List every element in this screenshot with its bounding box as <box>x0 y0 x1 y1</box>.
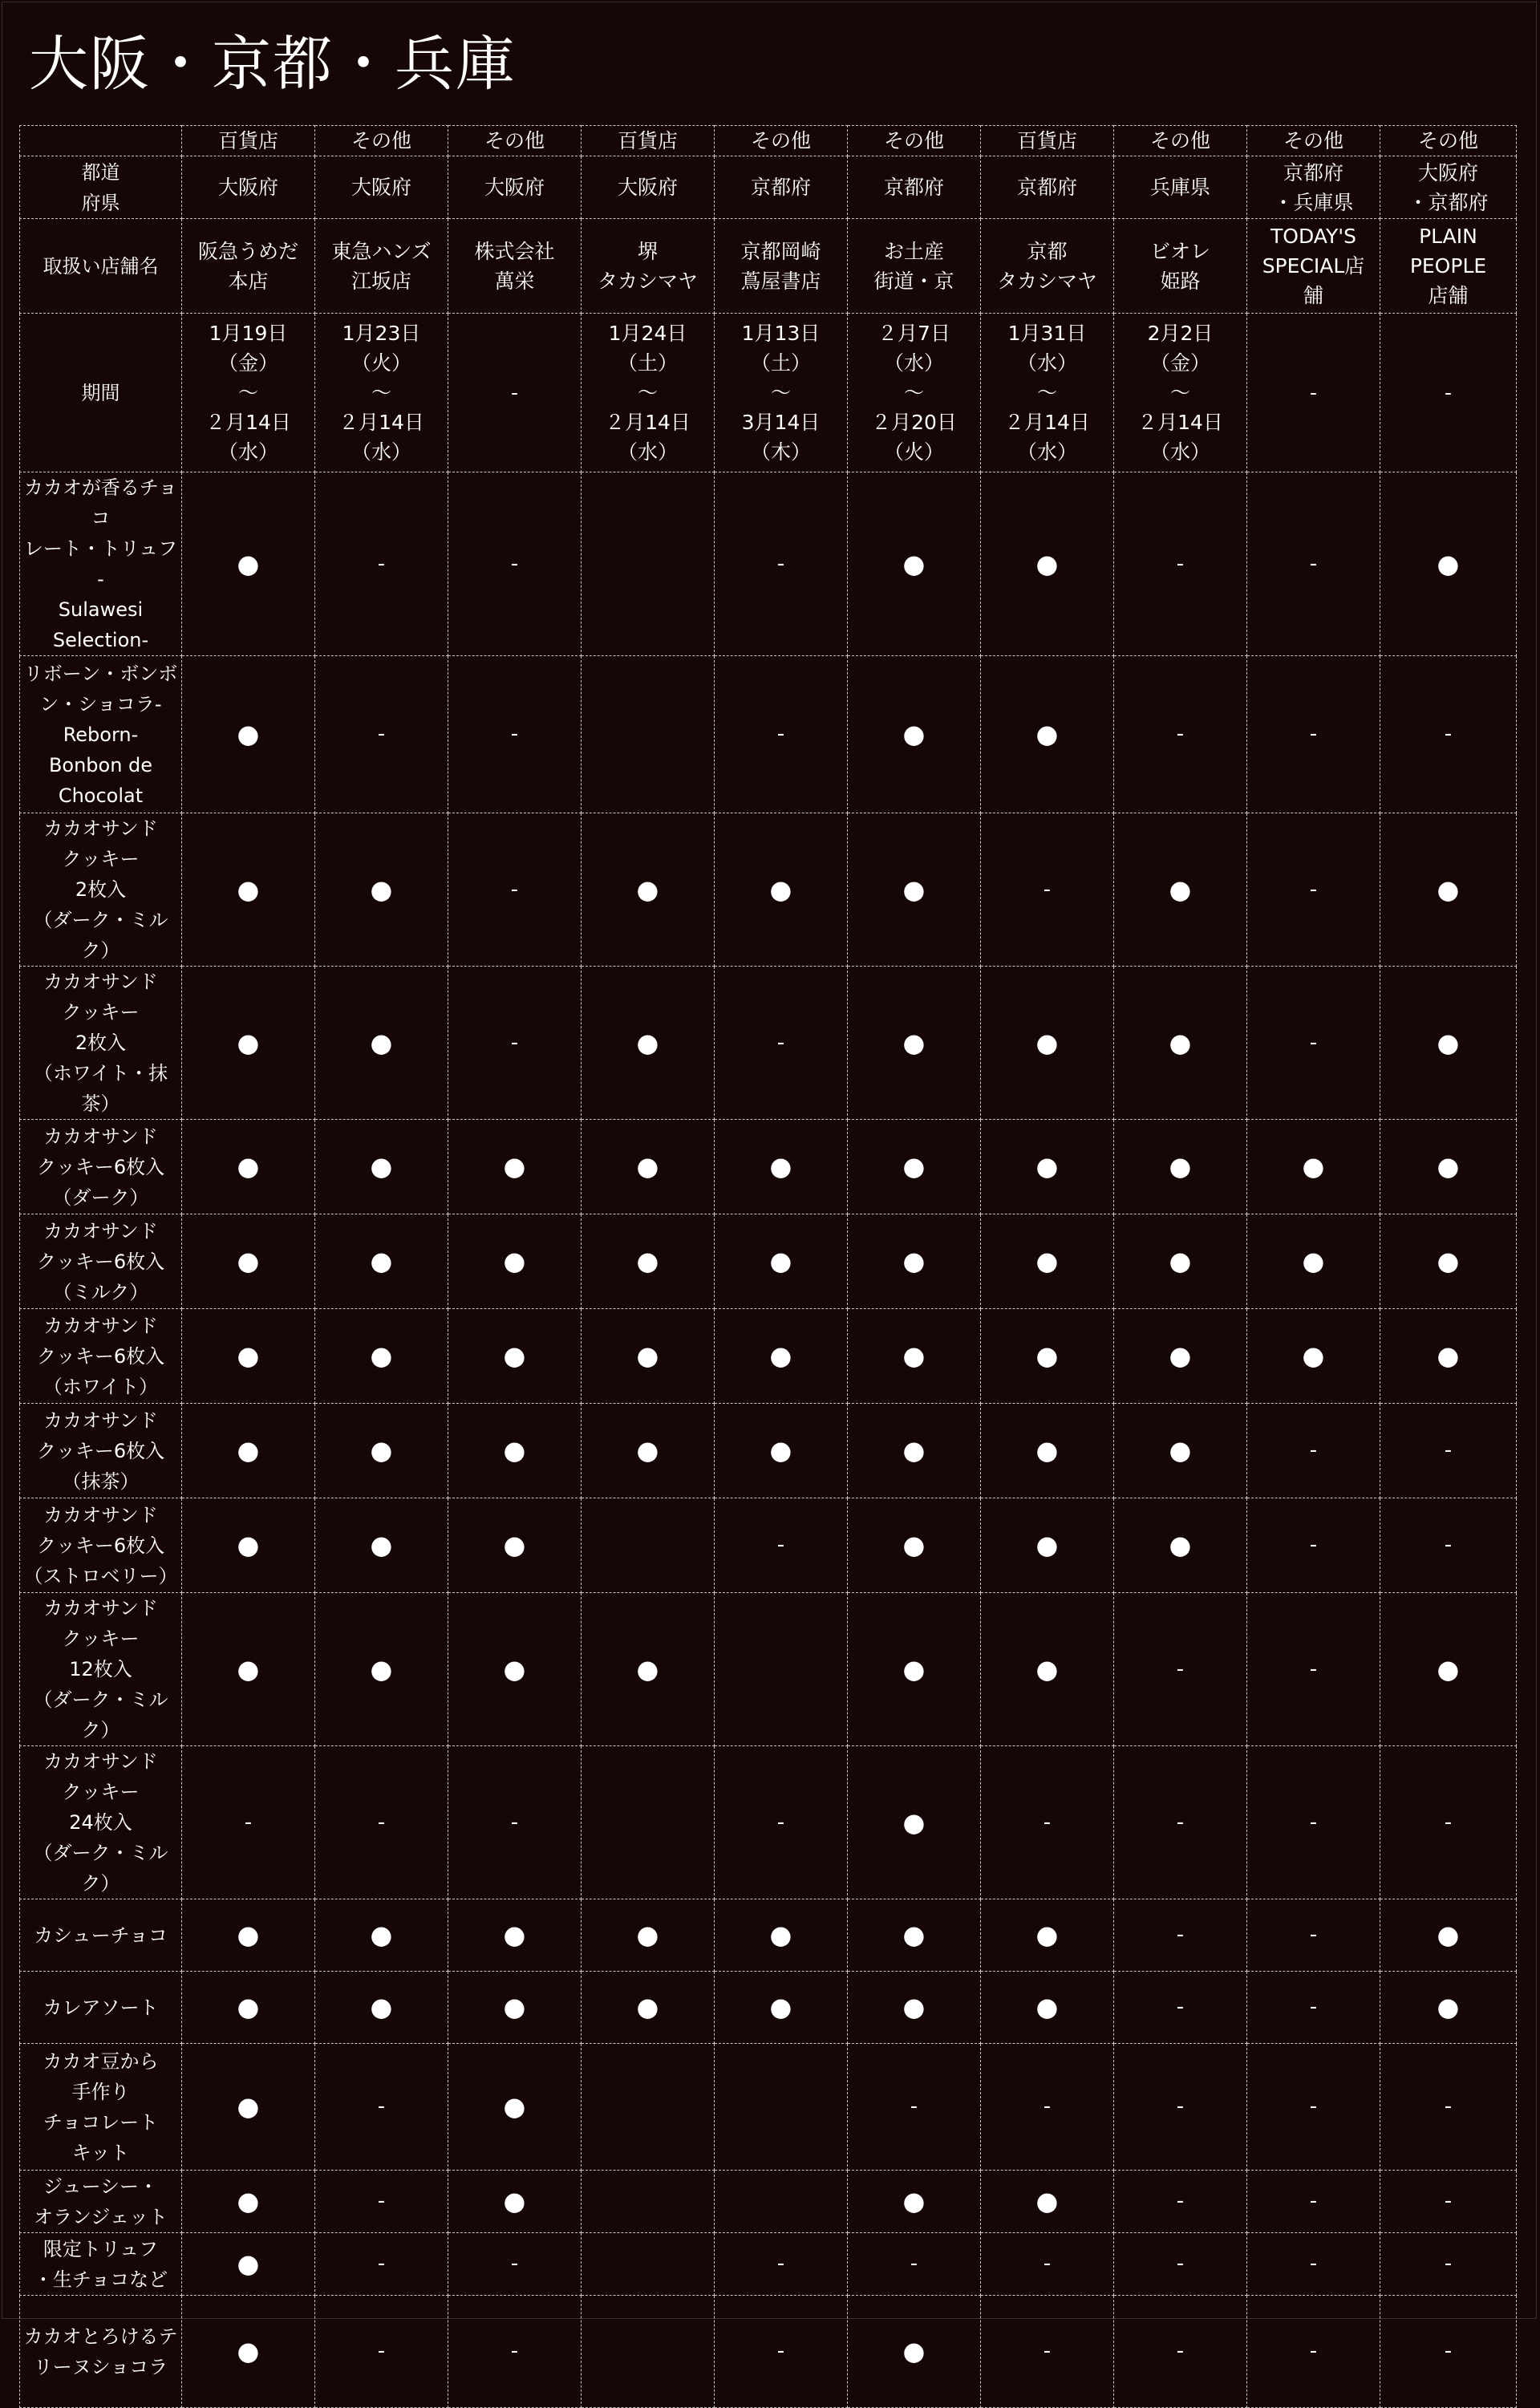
available-dot-icon: ● <box>848 813 981 967</box>
store-name-cell: 東急ハンズ 江坂店 <box>315 219 448 314</box>
available-dot-icon: ● <box>981 2171 1114 2233</box>
available-dot-icon: ● <box>182 1120 315 1214</box>
empty-cell <box>582 1746 715 1899</box>
available-dot-icon: ● <box>448 1214 582 1309</box>
available-dot-icon: ● <box>1247 1120 1380 1214</box>
available-dot-icon: ● <box>182 472 315 656</box>
empty-cell <box>715 1593 848 1746</box>
available-dot-icon: ● <box>848 1593 981 1746</box>
product-row <box>20 2171 1517 2233</box>
available-dot-icon: ● <box>182 1404 315 1498</box>
product-name: カレアソート <box>20 1972 182 2044</box>
product-row <box>20 1309 1517 1404</box>
unavailable-dash: - <box>1114 2044 1247 2171</box>
available-dot-icon: ● <box>582 813 715 967</box>
available-dot-icon: ● <box>981 472 1114 656</box>
product-row <box>20 1404 1517 1498</box>
store-name-cell: お土産 街道・京 <box>848 219 981 314</box>
product-row <box>20 967 1517 1120</box>
store-name-cell: 堺 タカシマヤ <box>582 219 715 314</box>
unavailable-dash: - <box>1247 1404 1380 1498</box>
period-cell: 1月31日 （水） ～ ２月14日 （水） <box>981 314 1114 472</box>
unavailable-dash: - <box>715 2233 848 2296</box>
unavailable-dash: - <box>1380 2296 1517 2408</box>
product-name: リボーン・ボンボ ン・ショコラ- Reborn- Bonbon de Chocolat <box>20 656 182 813</box>
unavailable-dash: - <box>1114 2233 1247 2296</box>
available-dot-icon: ● <box>315 1309 448 1404</box>
page-title: 大阪・京都・兵庫 <box>29 30 517 99</box>
available-dot-icon: ● <box>1247 1214 1380 1309</box>
available-dot-icon: ● <box>582 1972 715 2044</box>
empty-cell <box>582 1498 715 1593</box>
available-dot-icon: ● <box>315 1214 448 1309</box>
period-label: 期間 <box>20 314 182 472</box>
available-dot-icon: ● <box>315 1593 448 1746</box>
corner-cell <box>20 126 182 156</box>
unavailable-dash: - <box>448 813 582 967</box>
available-dot-icon: ● <box>582 1899 715 1972</box>
available-dot-icon: ● <box>848 656 981 813</box>
unavailable-dash: - <box>448 1746 582 1899</box>
unavailable-dash: - <box>315 2296 448 2408</box>
period-cell: 2月2日 （金） ～ ２月14日 （水） <box>1114 314 1247 472</box>
available-dot-icon: ● <box>715 1120 848 1214</box>
available-dot-icon: ● <box>715 1309 848 1404</box>
unavailable-dash: - <box>981 2296 1114 2408</box>
prefecture-cell: 大阪府 ・京都府 <box>1380 156 1517 219</box>
store-name-label: 取扱い店舗名 <box>20 219 182 314</box>
store-type-row <box>20 126 1517 156</box>
prefecture-cell: 大阪府 <box>315 156 448 219</box>
product-name: カカオが香るチョコ レート・トリュフ - Sulawesi Selection- <box>20 472 182 656</box>
available-dot-icon: ● <box>981 1972 1114 2044</box>
unavailable-dash: - <box>715 2296 848 2408</box>
product-row <box>20 1593 1517 1746</box>
available-dot-icon: ● <box>715 1404 848 1498</box>
product-name: カカオとろけるテ リーヌショコラ <box>20 2296 182 2408</box>
prefecture-cell: 兵庫県 <box>1114 156 1247 219</box>
product-row <box>20 1972 1517 2044</box>
unavailable-dash: - <box>315 656 448 813</box>
product-name: カカオサンド クッキー6枚入 （ミルク） <box>20 1214 182 1309</box>
period-cell: 1月24日 （土） ～ ２月14日 （水） <box>582 314 715 472</box>
unavailable-dash: - <box>1247 1593 1380 1746</box>
empty-cell <box>582 656 715 813</box>
available-dot-icon: ● <box>1380 1309 1517 1404</box>
product-row <box>20 656 1517 813</box>
available-dot-icon: ● <box>715 813 848 967</box>
unavailable-dash: - <box>981 813 1114 967</box>
available-dot-icon: ● <box>182 1593 315 1746</box>
store-type-cell: その他 <box>1247 126 1380 156</box>
available-dot-icon: ● <box>582 1120 715 1214</box>
store-name-cell: 株式会社 萬栄 <box>448 219 582 314</box>
available-dot-icon: ● <box>848 2171 981 2233</box>
unavailable-dash: - <box>1380 1746 1517 1899</box>
available-dot-icon: ● <box>448 1498 582 1593</box>
available-dot-icon: ● <box>315 1404 448 1498</box>
available-dot-icon: ● <box>715 1899 848 1972</box>
store-type-cell: その他 <box>315 126 448 156</box>
available-dot-icon: ● <box>448 1899 582 1972</box>
available-dot-icon: ● <box>182 967 315 1120</box>
product-row <box>20 1120 1517 1214</box>
available-dot-icon: ● <box>182 2171 315 2233</box>
product-row <box>20 2233 1517 2296</box>
available-dot-icon: ● <box>981 1120 1114 1214</box>
available-dot-icon: ● <box>1380 1972 1517 2044</box>
unavailable-dash: - <box>182 1746 315 1899</box>
store-type-cell: その他 <box>448 126 582 156</box>
product-name: カカオサンド クッキー6枚入 （ストロベリー） <box>20 1498 182 1593</box>
unavailable-dash: - <box>715 967 848 1120</box>
available-dot-icon: ● <box>582 1593 715 1746</box>
unavailable-dash: - <box>1247 2171 1380 2233</box>
unavailable-dash: - <box>315 2044 448 2171</box>
available-dot-icon: ● <box>182 2296 315 2408</box>
product-name: カカオサンド クッキー 12枚入 （ダーク・ミルク） <box>20 1593 182 1746</box>
unavailable-dash: - <box>448 967 582 1120</box>
available-dot-icon: ● <box>848 1214 981 1309</box>
available-dot-icon: ● <box>1114 1404 1247 1498</box>
available-dot-icon: ● <box>582 1214 715 1309</box>
unavailable-dash: - <box>981 1746 1114 1899</box>
unavailable-dash: - <box>448 2233 582 2296</box>
store-type-cell: 百貨店 <box>182 126 315 156</box>
period-cell: 1月19日 （金） ～ ２月14日 （水） <box>182 314 315 472</box>
period-row <box>20 314 1517 472</box>
store-name-cell: TODAY'S SPECIAL店 舗 <box>1247 219 1380 314</box>
unavailable-dash: - <box>315 2171 448 2233</box>
store-name-cell: 京都 タカシマヤ <box>981 219 1114 314</box>
unavailable-dash: - <box>848 2044 981 2171</box>
prefecture-row <box>20 156 1517 219</box>
store-type-cell: その他 <box>715 126 848 156</box>
unavailable-dash: - <box>448 472 582 656</box>
unavailable-dash: - <box>1247 2044 1380 2171</box>
available-dot-icon: ● <box>1247 1309 1380 1404</box>
available-dot-icon: ● <box>981 967 1114 1120</box>
available-dot-icon: ● <box>182 1214 315 1309</box>
prefecture-cell: 大阪府 <box>182 156 315 219</box>
unavailable-dash: - <box>1380 2233 1517 2296</box>
available-dot-icon: ● <box>1380 472 1517 656</box>
unavailable-dash: - <box>1114 1899 1247 1972</box>
unavailable-dash: - <box>1380 1498 1517 1593</box>
unavailable-dash: - <box>1247 813 1380 967</box>
available-dot-icon: ● <box>448 2171 582 2233</box>
available-dot-icon: ● <box>182 656 315 813</box>
available-dot-icon: ● <box>1114 813 1247 967</box>
product-row <box>20 813 1517 967</box>
empty-cell <box>582 2044 715 2171</box>
available-dot-icon: ● <box>848 1746 981 1899</box>
product-name: 限定トリュフ ・生チョコなど <box>20 2233 182 2296</box>
available-dot-icon: ● <box>981 1498 1114 1593</box>
unavailable-dash: - <box>1247 656 1380 813</box>
available-dot-icon: ● <box>182 1498 315 1593</box>
product-row <box>20 472 1517 656</box>
empty-cell <box>582 472 715 656</box>
available-dot-icon: ● <box>848 1309 981 1404</box>
available-dot-icon: ● <box>448 1404 582 1498</box>
available-dot-icon: ● <box>848 2296 981 2408</box>
available-dot-icon: ● <box>448 1309 582 1404</box>
unavailable-dash: - <box>1380 2044 1517 2171</box>
empty-cell <box>582 2171 715 2233</box>
available-dot-icon: ● <box>1380 813 1517 967</box>
product-row <box>20 1498 1517 1593</box>
store-name-cell: PLAIN PEOPLE 店舗 <box>1380 219 1517 314</box>
unavailable-dash: - <box>448 656 582 813</box>
store-name-row <box>20 219 1517 314</box>
period-cell: 1月13日 （土） ～ 3月14日 （木） <box>715 314 848 472</box>
available-dot-icon: ● <box>315 813 448 967</box>
empty-cell <box>582 2296 715 2408</box>
empty-cell <box>582 2233 715 2296</box>
store-type-cell: その他 <box>848 126 981 156</box>
unavailable-dash: - <box>1114 1746 1247 1899</box>
available-dot-icon: ● <box>981 1309 1114 1404</box>
available-dot-icon: ● <box>1380 1120 1517 1214</box>
available-dot-icon: ● <box>582 967 715 1120</box>
empty-cell <box>715 2171 848 2233</box>
unavailable-dash: - <box>981 2233 1114 2296</box>
available-dot-icon: ● <box>848 1498 981 1593</box>
prefecture-cell: 京都府 ・兵庫県 <box>1247 156 1380 219</box>
unavailable-dash: - <box>1247 1498 1380 1593</box>
available-dot-icon: ● <box>981 1593 1114 1746</box>
unavailable-dash: - <box>1114 2171 1247 2233</box>
store-name-cell: 京都岡崎 蔦屋書店 <box>715 219 848 314</box>
available-dot-icon: ● <box>848 967 981 1120</box>
available-dot-icon: ● <box>981 1899 1114 1972</box>
unavailable-dash: - <box>315 2233 448 2296</box>
store-name-cell: 阪急うめだ 本店 <box>182 219 315 314</box>
product-row <box>20 1214 1517 1309</box>
available-dot-icon: ● <box>1114 1120 1247 1214</box>
available-dot-icon: ● <box>1380 1899 1517 1972</box>
available-dot-icon: ● <box>182 1899 315 1972</box>
available-dot-icon: ● <box>981 1404 1114 1498</box>
store-type-cell: 百貨店 <box>981 126 1114 156</box>
product-name: カシューチョコ <box>20 1899 182 1972</box>
period-cell: 1月23日 （火） ～ ２月14日 （水） <box>315 314 448 472</box>
period-cell: - <box>1380 314 1517 472</box>
unavailable-dash: - <box>848 2233 981 2296</box>
store-availability-table <box>19 125 1517 2408</box>
available-dot-icon: ● <box>848 1120 981 1214</box>
unavailable-dash: - <box>715 472 848 656</box>
available-dot-icon: ● <box>315 1498 448 1593</box>
prefecture-label: 都道 府県 <box>20 156 182 219</box>
product-name: カカオサンド クッキー6枚入 （ホワイト） <box>20 1309 182 1404</box>
store-type-cell: その他 <box>1380 126 1517 156</box>
unavailable-dash: - <box>715 1498 848 1593</box>
unavailable-dash: - <box>1380 656 1517 813</box>
available-dot-icon: ● <box>1114 1498 1247 1593</box>
product-row <box>20 1899 1517 1972</box>
available-dot-icon: ● <box>848 1972 981 2044</box>
product-name: カカオサンド クッキー 2枚入 （ホワイト・抹茶） <box>20 967 182 1120</box>
available-dot-icon: ● <box>981 1214 1114 1309</box>
unavailable-dash: - <box>715 1746 848 1899</box>
unavailable-dash: - <box>1247 2296 1380 2408</box>
product-name: カカオサンド クッキー 2枚入 （ダーク・ミルク） <box>20 813 182 967</box>
unavailable-dash: - <box>981 2044 1114 2171</box>
unavailable-dash: - <box>1380 2171 1517 2233</box>
prefecture-cell: 大阪府 <box>448 156 582 219</box>
period-cell: - <box>1247 314 1380 472</box>
available-dot-icon: ● <box>1380 967 1517 1120</box>
product-name: カカオサンド クッキー6枚入 （抹茶） <box>20 1404 182 1498</box>
available-dot-icon: ● <box>1114 1214 1247 1309</box>
product-name: カカオサンド クッキー6枚入 （ダーク） <box>20 1120 182 1214</box>
available-dot-icon: ● <box>315 1972 448 2044</box>
unavailable-dash: - <box>715 656 848 813</box>
available-dot-icon: ● <box>1380 1214 1517 1309</box>
store-type-cell: その他 <box>1114 126 1247 156</box>
prefecture-cell: 大阪府 <box>582 156 715 219</box>
available-dot-icon: ● <box>1114 1309 1247 1404</box>
product-name: ジューシー・ オランジェット <box>20 2171 182 2233</box>
unavailable-dash: - <box>1247 472 1380 656</box>
available-dot-icon: ● <box>315 967 448 1120</box>
prefecture-cell: 京都府 <box>981 156 1114 219</box>
unavailable-dash: - <box>1380 1404 1517 1498</box>
period-cell: ２月7日 （水） ～ ２月20日 （火） <box>848 314 981 472</box>
available-dot-icon: ● <box>182 1309 315 1404</box>
available-dot-icon: ● <box>981 656 1114 813</box>
product-name: カカオサンド クッキー 24枚入 （ダーク・ミルク） <box>20 1746 182 1899</box>
available-dot-icon: ● <box>1114 967 1247 1120</box>
product-name: カカオ豆から 手作り チョコレート キット <box>20 2044 182 2171</box>
available-dot-icon: ● <box>182 1972 315 2044</box>
available-dot-icon: ● <box>182 813 315 967</box>
product-row <box>20 2044 1517 2171</box>
unavailable-dash: - <box>1114 1972 1247 2044</box>
available-dot-icon: ● <box>315 1120 448 1214</box>
period-cell: - <box>448 314 582 472</box>
prefecture-cell: 京都府 <box>715 156 848 219</box>
product-row <box>20 2296 1517 2408</box>
unavailable-dash: - <box>448 2296 582 2408</box>
available-dot-icon: ● <box>182 2044 315 2171</box>
store-name-cell: ビオレ 姫路 <box>1114 219 1247 314</box>
available-dot-icon: ● <box>715 1972 848 2044</box>
prefecture-cell: 京都府 <box>848 156 981 219</box>
available-dot-icon: ● <box>715 1214 848 1309</box>
available-dot-icon: ● <box>1380 1593 1517 1746</box>
available-dot-icon: ● <box>448 2044 582 2171</box>
product-row <box>20 1746 1517 1899</box>
unavailable-dash: - <box>1114 472 1247 656</box>
unavailable-dash: - <box>315 472 448 656</box>
unavailable-dash: - <box>1114 656 1247 813</box>
unavailable-dash: - <box>1247 1899 1380 1972</box>
unavailable-dash: - <box>1247 2233 1380 2296</box>
unavailable-dash: - <box>1247 967 1380 1120</box>
available-dot-icon: ● <box>448 1593 582 1746</box>
available-dot-icon: ● <box>848 1899 981 1972</box>
available-dot-icon: ● <box>582 1309 715 1404</box>
unavailable-dash: - <box>1114 1593 1247 1746</box>
store-type-cell: 百貨店 <box>582 126 715 156</box>
unavailable-dash: - <box>1114 2296 1247 2408</box>
available-dot-icon: ● <box>182 2233 315 2296</box>
available-dot-icon: ● <box>582 1404 715 1498</box>
available-dot-icon: ● <box>315 1899 448 1972</box>
unavailable-dash: - <box>1247 1972 1380 2044</box>
available-dot-icon: ● <box>448 1120 582 1214</box>
available-dot-icon: ● <box>848 472 981 656</box>
unavailable-dash: - <box>315 1746 448 1899</box>
available-dot-icon: ● <box>848 1404 981 1498</box>
empty-cell <box>715 2044 848 2171</box>
unavailable-dash: - <box>1247 1746 1380 1899</box>
available-dot-icon: ● <box>448 1972 582 2044</box>
